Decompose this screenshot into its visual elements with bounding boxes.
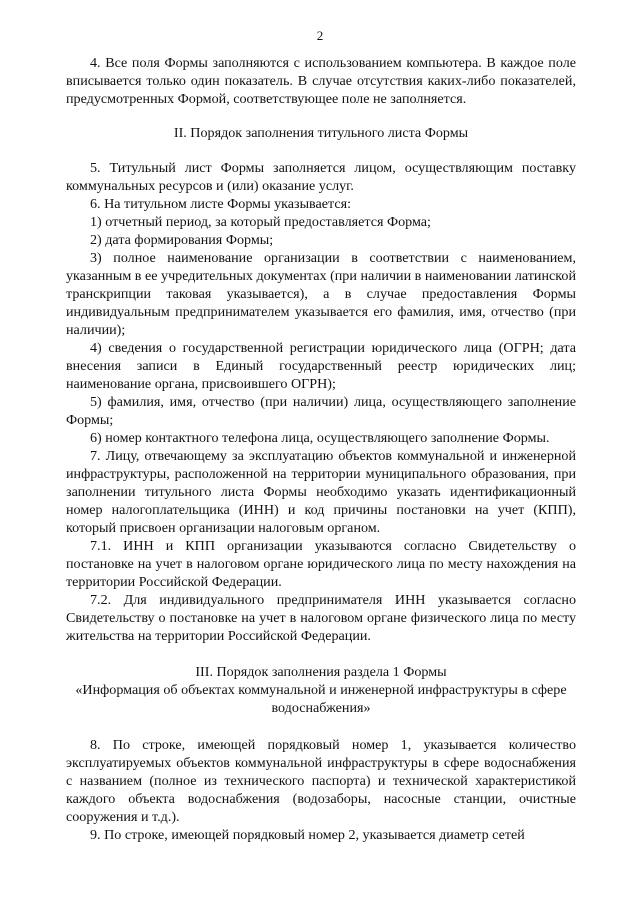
list-item-6-5: 5) фамилия, имя, отчество (при наличии) лица, осуществляющего заполнение Формы;	[66, 394, 576, 428]
section-heading-3: III. Порядок заполнения раздела 1 Формы	[195, 664, 447, 680]
paragraph-7-1: 7.1. ИНН и КПП организации указываются согласно Свидетельству о постановке на учет в налоговом органе юридического лица по месту нахождения на территории Российской Федерации.	[66, 538, 576, 590]
list-item-6-6: 6) номер контактного телефона лица, осуществляющего заполнение Формы.	[90, 430, 550, 446]
section-heading-3-subtitle: «Информация об объектах коммунальной и инженерной инфраструктуры в сфере водоснабжения»	[75, 682, 567, 716]
paragraph-5: 5. Титульный лист Формы заполняется лицом, осуществляющим поставку коммунальных ресурсов и (или) оказание услуг.	[66, 160, 576, 194]
paragraph-8: 8. По строке, имеющей порядковый номер 1, указывается количество эксплуатируемых объектов коммунальной инфраструктуры в сфере водоснабжения с названием (полное из технического паспорта) и технической характеристикой каждого объекта водоснабжения (водозаборы, насосные станции, очистные сооружения и т.д.).	[66, 737, 576, 825]
document-body	[66, 54, 576, 844]
list-item-6-1: 1) отчетный период, за который предоставляется Форма;	[90, 214, 431, 230]
section-heading-2: II. Порядок заполнения титульного листа Формы	[173, 125, 469, 141]
paragraph-6: 6. На титульном листе Формы указывается:	[90, 196, 352, 212]
paragraph-7: 7. Лицу, отвечающему за эксплуатацию объектов коммунальной и инженерной инфраструктуры, расположенной на территории муниципального образования, при заполнении титульного листа Формы необходимо указать идентификационный номер налогоплательщика (ИНН) и код причины постановки на учет (КПП), который присвоен организации налоговым органом.	[66, 448, 576, 536]
list-item-6-3: 3) полное наименование организации в соответствии с наименованием, указанным в ее учредительных документах (при наличии в наименовании латинской транскрипции таковая указывается), а в случае предоставления Формы индивидуальным предпринимателем указывается его фамилия, имя, отчество (при наличии);	[66, 250, 576, 338]
list-item-6-2: 2) дата формирования Формы;	[90, 232, 274, 248]
paragraph-7-2: 7.2. Для индивидуального предпринимателя ИНН указывается согласно Свидетельству о постановке на учет в налоговом органе физического лица по месту жительства на территории Российской Федерации.	[66, 592, 576, 644]
paragraph-4: 4. Все поля Формы заполняются с использованием компьютера. В каждое поле вписывается только один показатель. В случае отсутствия каких-либо показателей, предусмотренных Формой, соответствующее поле не заполняется.	[66, 55, 576, 107]
page-number: 2	[316, 28, 324, 43]
paragraph-9: 9. По строке, имеющей порядковый номер 2, указывается диаметр сетей	[90, 827, 525, 843]
list-item-6-4: 4) сведения о государственной регистрации юридического лица (ОГРН; дата внесения записи в Единый государственный реестр юридических лиц; наименование органа, присвоившего ОГРН);	[66, 340, 576, 392]
